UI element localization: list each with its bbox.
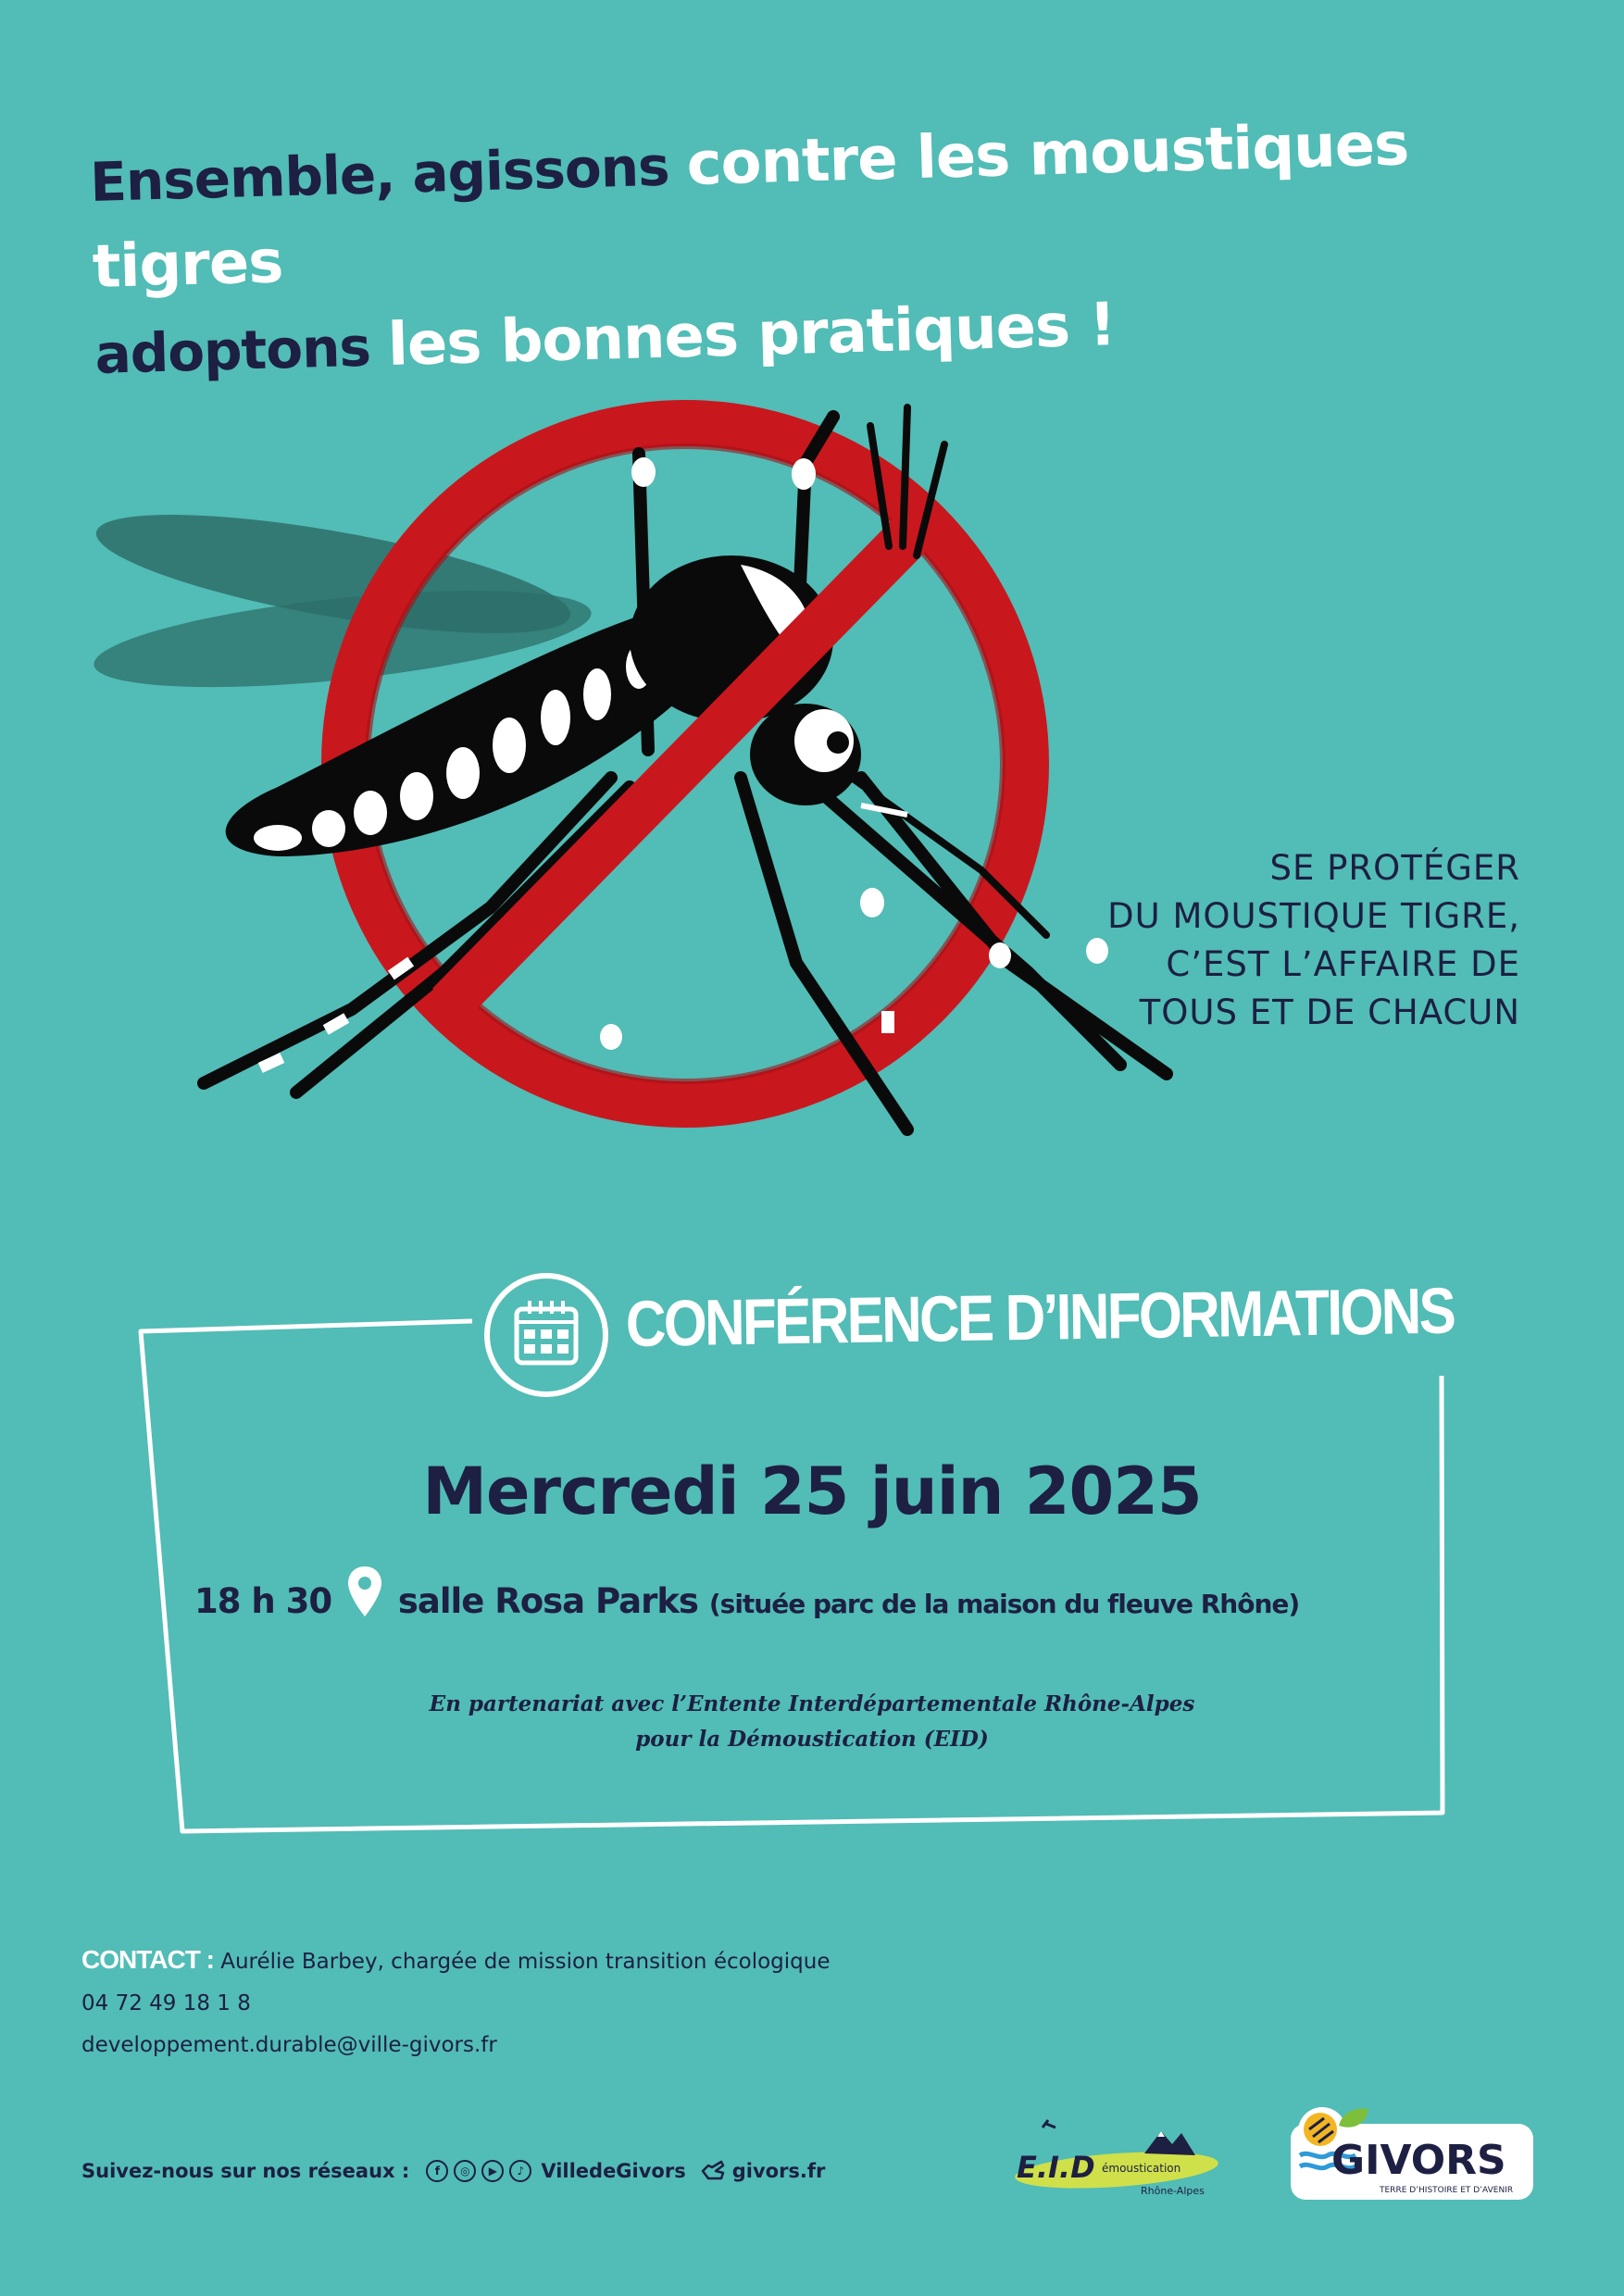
givors-logo bbox=[1287, 2102, 1537, 2213]
tagline-line: SE PROTÉGER bbox=[1269, 848, 1520, 888]
event-venue-detail: (située parc de la maison du fleuve Rhône) bbox=[708, 1589, 1300, 1619]
partnership-line: En partenariat avec l’Entente Interdépartementale Rhône-Alpes bbox=[429, 1691, 1195, 1716]
headline-line-2-dark: adoptons bbox=[94, 315, 371, 386]
tagline-line: C’EST L’AFFAIRE DE bbox=[1166, 944, 1520, 984]
instagram-icon[interactable]: ◎ bbox=[454, 2160, 476, 2182]
eid-logo-region: Rhône-Alpes bbox=[1141, 2185, 1205, 2197]
facebook-icon[interactable]: f bbox=[426, 2160, 448, 2182]
headline-line-1-light: contre les moustiques tigres bbox=[91, 110, 1410, 302]
youtube-icon[interactable]: ▶ bbox=[481, 2160, 504, 2182]
contact-email[interactable]: developpement.durable@ville-givors.fr bbox=[81, 2033, 497, 2057]
website-link[interactable]: givors.fr bbox=[731, 2160, 826, 2182]
contact-phone[interactable]: 04 72 49 18 1 8 bbox=[81, 1991, 251, 2015]
tiktok-icon[interactable]: ♪ bbox=[509, 2160, 531, 2182]
tagline-line: TOUS ET DE CHACUN bbox=[1139, 992, 1520, 1032]
event-time: 18 h 30 bbox=[194, 1581, 332, 1621]
eid-logo-sub: émoustication bbox=[1102, 2162, 1181, 2175]
contact-label: CONTACT : bbox=[81, 1945, 214, 1974]
eid-logo-text: E.I.D bbox=[1017, 2150, 1095, 2185]
headline-line-1-dark: Ensemble, agissons bbox=[89, 134, 670, 214]
follow-label: Suivez-nous sur nos réseaux : bbox=[81, 2160, 410, 2182]
location-pin-icon bbox=[346, 1565, 383, 1620]
event-date: Mercredi 25 juin 2025 bbox=[422, 1454, 1202, 1529]
tagline bbox=[965, 844, 1520, 1037]
social-handle[interactable]: VilledeGivors bbox=[541, 2160, 686, 2182]
calendar-icon bbox=[481, 1270, 611, 1400]
contact-name: Aurélie Barbey, chargée de mission transition écologique bbox=[220, 1950, 831, 1974]
contact-block bbox=[81, 1939, 830, 2066]
partnership-note bbox=[0, 1687, 1624, 1757]
pointer-hand-icon bbox=[699, 2158, 727, 2184]
event-venue-name: salle Rosa Parks bbox=[397, 1581, 698, 1621]
footer bbox=[81, 2152, 825, 2190]
givors-logo-tagline: TERRE D’HISTOIRE ET D’AVENIR bbox=[1380, 2186, 1514, 2195]
headline-line-2-light: les bonnes pratiques ! bbox=[386, 291, 1117, 381]
tagline-line: DU MOUSTIQUE TIGRE, bbox=[1107, 896, 1520, 936]
event-venue bbox=[194, 1565, 1299, 1641]
conference-title: CONFÉRENCE D’INFORMATIONS bbox=[625, 1274, 1455, 1360]
partnership-line: pour la Démoustication (EID) bbox=[635, 1727, 989, 1752]
headline bbox=[89, 97, 1595, 397]
givors-logo-name: GIVORS bbox=[1331, 2137, 1506, 2184]
eid-logo bbox=[1006, 2115, 1228, 2207]
